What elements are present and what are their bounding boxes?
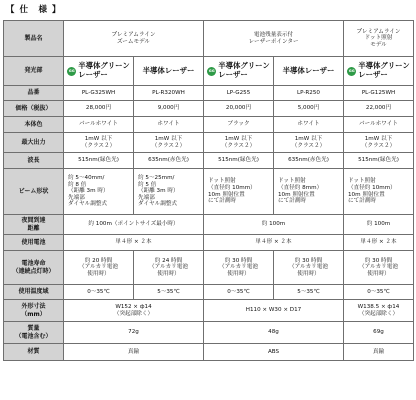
- source-green-1: GG 半導体グリーン レーザー: [64, 57, 134, 86]
- source-row: [4, 57, 414, 86]
- source-red-2: 半導体レーザー: [274, 57, 344, 86]
- range-row: 夜間到達 距離 約 100m（ポイントサイズ最小時） 約 100m 約 100m: [4, 215, 414, 235]
- price-row: 価格（税抜） 28,000円 9,000円 20,000円 5,000円 22,000円: [4, 101, 414, 117]
- source-green-2: GG 半導体グリーン レーザー: [204, 57, 274, 86]
- header-group1: プレミアムライン ズームモデル: [64, 21, 204, 57]
- material-row: 材質 真鍮 ABS 真鍮: [4, 344, 414, 361]
- source-label: 発光部: [4, 57, 64, 86]
- header-row: [4, 21, 414, 57]
- header-group3: プレミアムライン ドット照射 モデル: [344, 21, 414, 57]
- gg-logo-icon: GG: [347, 67, 356, 76]
- temp-row: 使用温度域 0〜35℃ 5〜35℃ 0〜35℃ 5〜35℃ 0〜35℃: [4, 285, 414, 300]
- output-row: 最大出力 1mW 以下 （クラス２） 1mW 以下 （クラス２） 1mW 以下 （クラス２） 1mW 以下 （クラス２） 1mW 以下 （クラス２）: [4, 133, 414, 153]
- spec-table: [3, 20, 414, 361]
- source-green-3: GG 半導体グリーン レーザー: [344, 57, 414, 86]
- dims-row: 外形寸法 （mm） W152 × ф14 （突起部除く） H110 × W30 × D17 W138.5 × ф14 （突起部除く）: [4, 300, 414, 322]
- header-label: 製品名: [4, 21, 64, 57]
- color-row: 本体色 パールホワイト ホワイト ブラック ホワイト パールホワイト: [4, 117, 414, 133]
- gg-logo-icon: GG: [207, 67, 216, 76]
- wavelength-row: 波長 515nm(緑色光) 635nm(赤色光) 515nm(緑色光) 635nm(赤色光) 515nm(緑色光): [4, 153, 414, 169]
- part-no-row: 品番 PL-G325WH PL-R320WH LP-G255 LP-R250 PL-G125WH: [4, 86, 414, 101]
- header-group2: 電池残量表示付 レーザーポインター: [204, 21, 344, 57]
- life-row: 電池寿命 （連続点灯時） 約 20 時間 （アルカリ電池 使用時） 約 24 時間 （アルカリ電池 使用時） 約 30 時間 （アルカリ電池 使用時） 約 30 時間 （アルカリ電池 使用時） 約 30 時間 （アルカリ電池 使用時）: [4, 251, 414, 285]
- gg-logo-icon: GG: [67, 67, 76, 76]
- section-title: 【 仕 様 】: [6, 5, 62, 15]
- mass-row: 質量 （電池含む） 72g 48g 69g: [4, 322, 414, 344]
- battery-row: 使用電池 単４形 × ２本 単４形 × ２本 単４形 × ２本: [4, 235, 414, 251]
- source-red-1: 半導体レーザー: [134, 57, 204, 86]
- beam-row: ビーム形状 約 5〜40mm/ 約 8 倍 （距離 3m 時） 先端部 ダイヤル調整式 約 5〜25mm/ 約 5 倍 （距離 3m 時） 先端部 ダイヤル調整式 ドット照射 （直径約 10mm） 10m 照射位置 にて計測時 ドット照射 （直径約 8mm） 10m 照射位置 にて計測時 ドット照射 （直径約 10mm） 10m 照射位置 にて計測時: [4, 169, 414, 215]
